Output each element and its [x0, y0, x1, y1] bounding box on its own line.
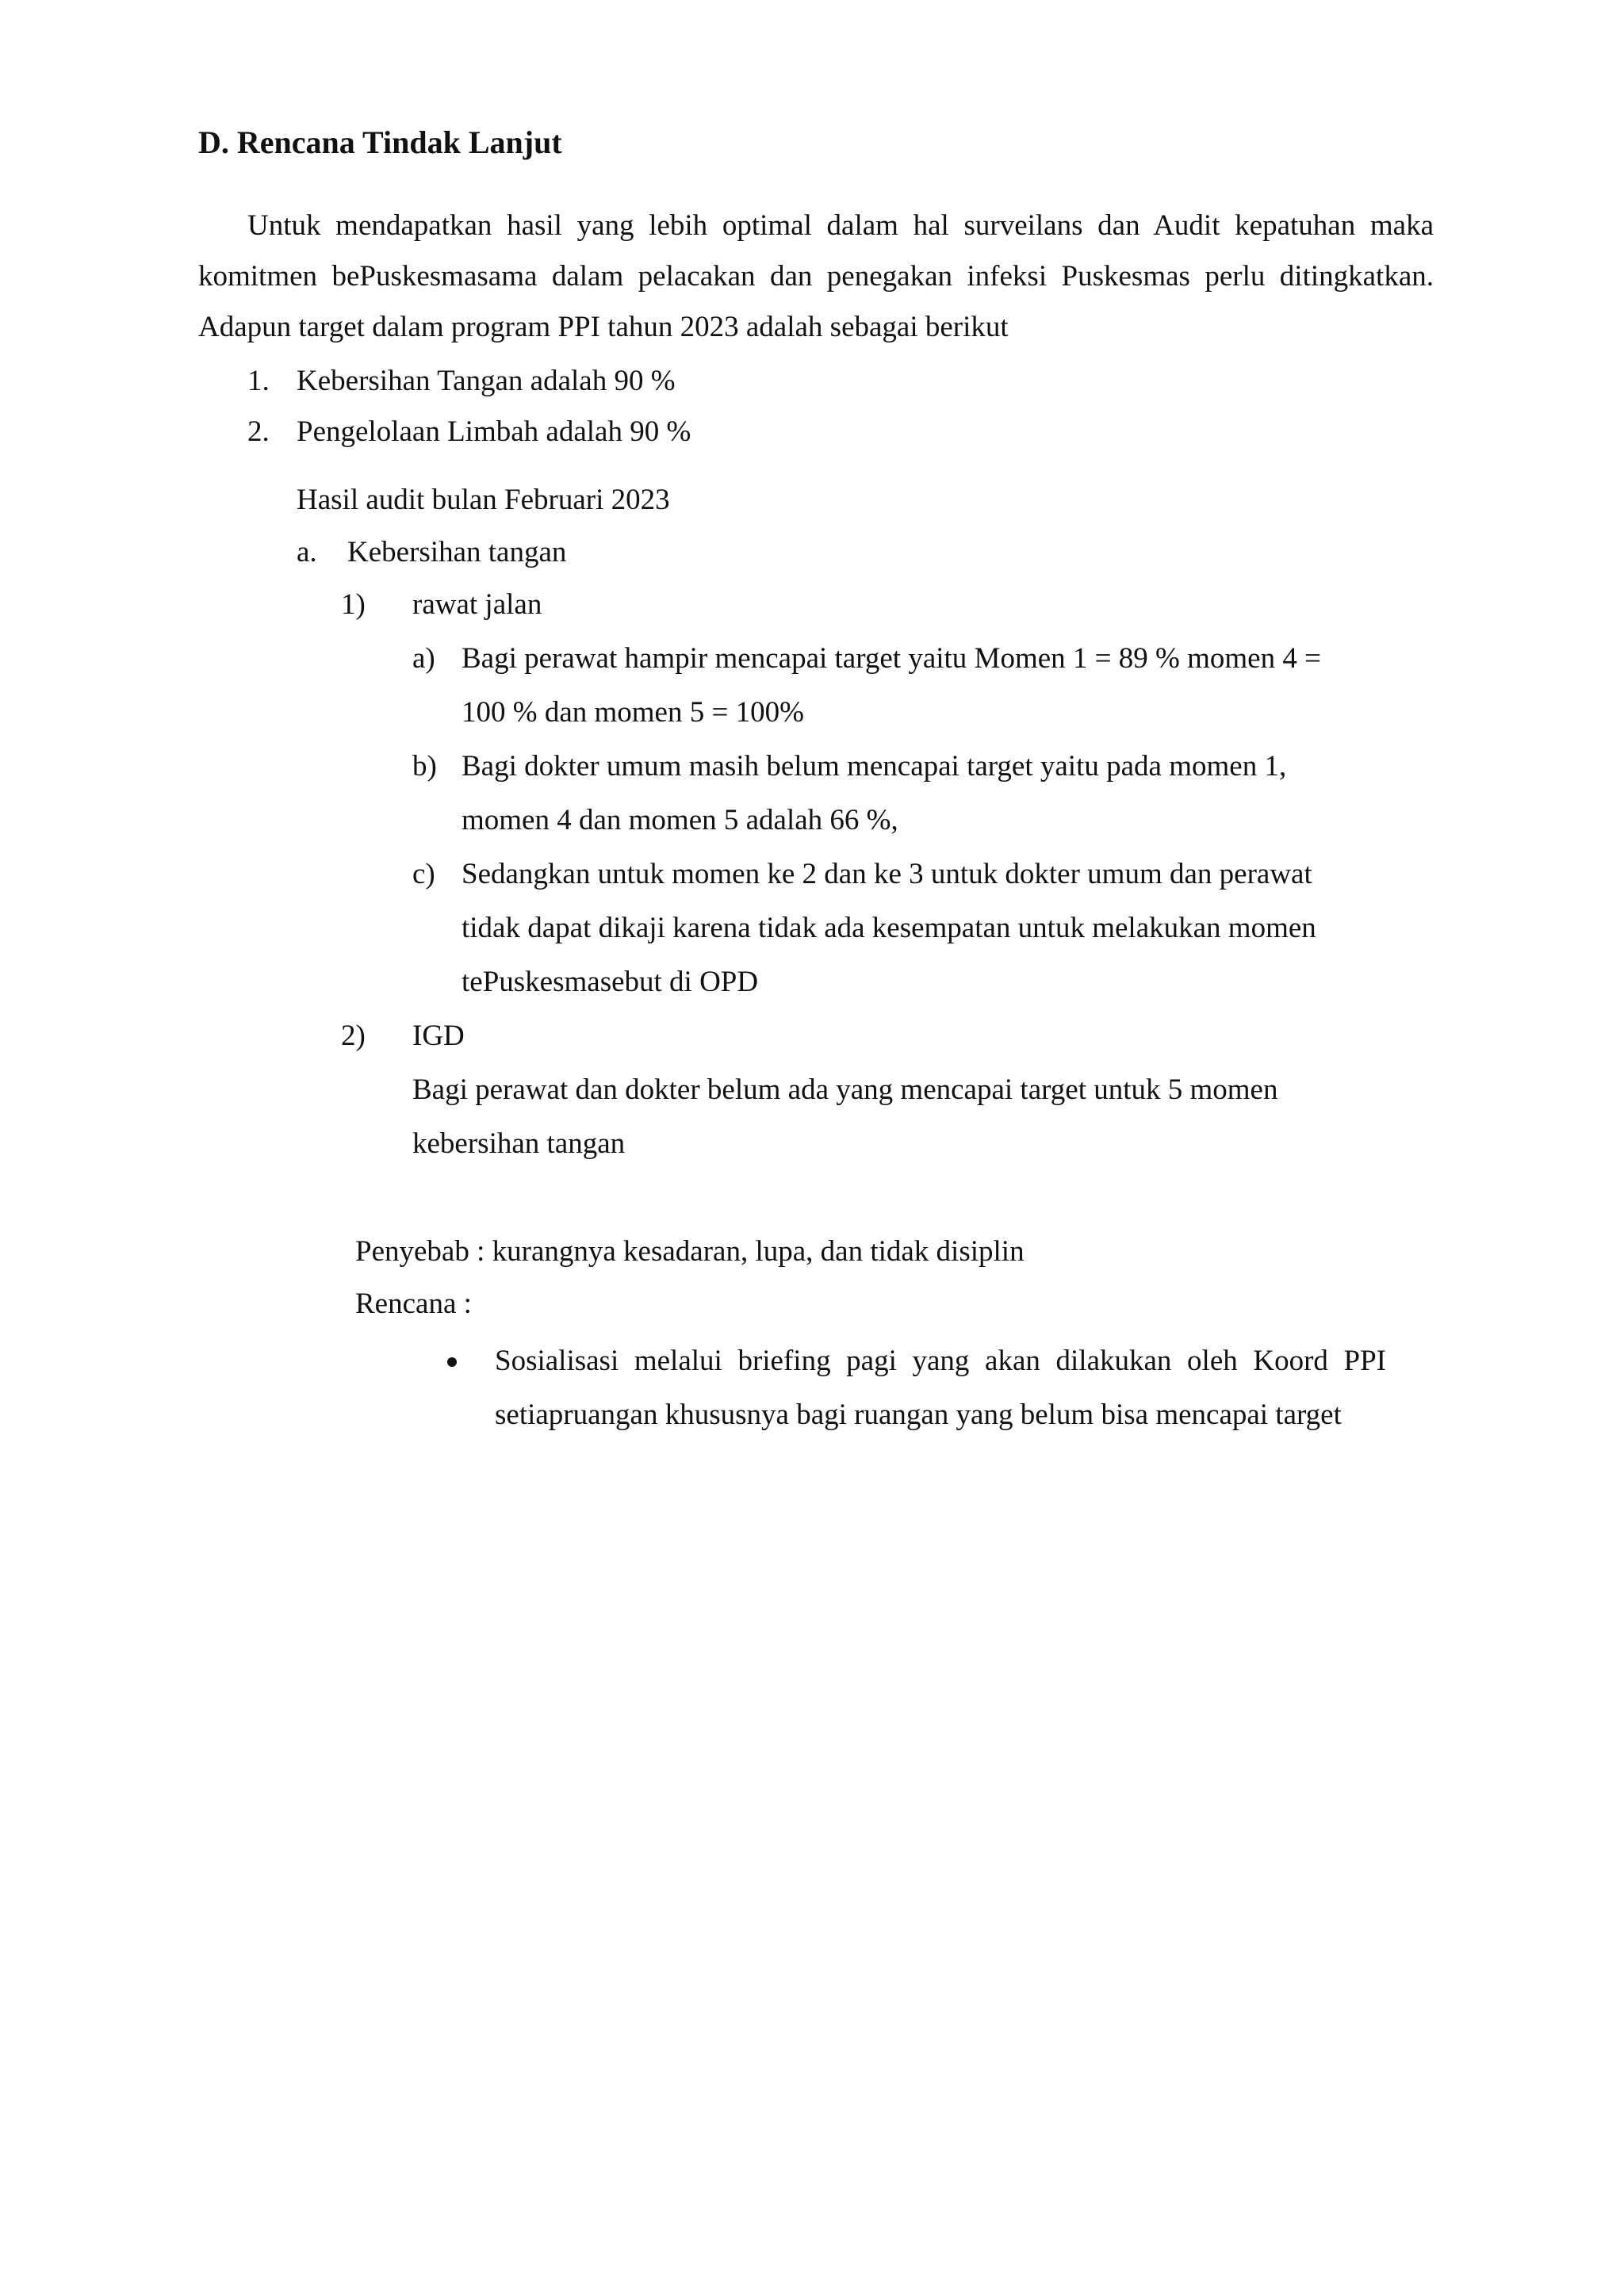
sub-a-marker: a): [412, 642, 435, 675]
section-heading: D. Rencana Tindak Lanjut: [198, 124, 562, 160]
audit-item-2-marker: 2): [341, 1020, 366, 1052]
audit-item-1-text: rawat jalan: [412, 588, 542, 621]
audit-item-2-line-1: Bagi perawat dan dokter belum ada yang mencapai target untuk 5 momen: [412, 1073, 1278, 1106]
sub-c-line-3: tePuskesmasebut di OPD: [462, 966, 759, 998]
audit-item-1-marker: 1): [341, 588, 366, 621]
intro-line-3: Adapun target dalam program PPI tahun 2023 adalah sebagai berikut: [198, 311, 1009, 343]
target-marker-2: 2.: [247, 415, 270, 448]
sub-c-line-2: tidak dapat dikaji karena tidak ada kesempatan untuk melakukan momen: [462, 912, 1316, 944]
sub-b-line-2: momen 4 dan momen 5 adalah 66 %,: [462, 804, 898, 836]
plan-item-1-line-2: setiapruangan khususnya bagi ruangan yang belum bisa mencapai target: [495, 1399, 1342, 1431]
plan-label: Rencana :: [355, 1288, 472, 1320]
target-marker-1: 1.: [247, 365, 270, 397]
bullet-icon: [447, 1357, 457, 1367]
audit-title: Hasil audit bulan Februari 2023: [297, 484, 670, 516]
target-text-2: Pengelolaan Limbah adalah 90 %: [297, 415, 691, 448]
sub-a-line-1: Bagi perawat hampir mencapai target yaitu Momen 1 = 89 % momen 4 =: [462, 642, 1321, 675]
audit-item-2-text: IGD: [412, 1020, 465, 1052]
sub-c-marker: c): [412, 858, 435, 890]
audit-section-a-text: Kebersihan tangan: [347, 536, 567, 568]
cause-text: Penyebab : kurangnya kesadaran, lupa, dan tidak disiplin: [355, 1235, 1025, 1268]
target-text-1: Kebersihan Tangan adalah 90 %: [297, 365, 676, 397]
sub-a-line-2: 100 % dan momen 5 = 100%: [462, 696, 804, 729]
sub-b-line-1: Bagi dokter umum masih belum mencapai target yaitu pada momen 1,: [462, 750, 1287, 783]
intro-line-1: Untuk mendapatkan hasil yang lebih optimal dalam hal surveilans dan Audit kepatuhan maka: [247, 209, 1434, 242]
sub-b-marker: b): [412, 750, 437, 783]
audit-item-2-line-2: kebersihan tangan: [412, 1127, 626, 1160]
plan-item-1-line-1: Sosialisasi melalui briefing pagi yang akan dilakukan oleh Koord PPI: [495, 1345, 1386, 1377]
intro-line-2: komitmen bePuskesmasama dalam pelacakan dan penegakan infeksi Puskesmas perlu ditingkatkan.: [198, 260, 1434, 293]
sub-c-line-1: Sedangkan untuk momen ke 2 dan ke 3 untuk dokter umum dan perawat: [462, 858, 1312, 890]
audit-section-a-marker: a.: [297, 536, 317, 568]
